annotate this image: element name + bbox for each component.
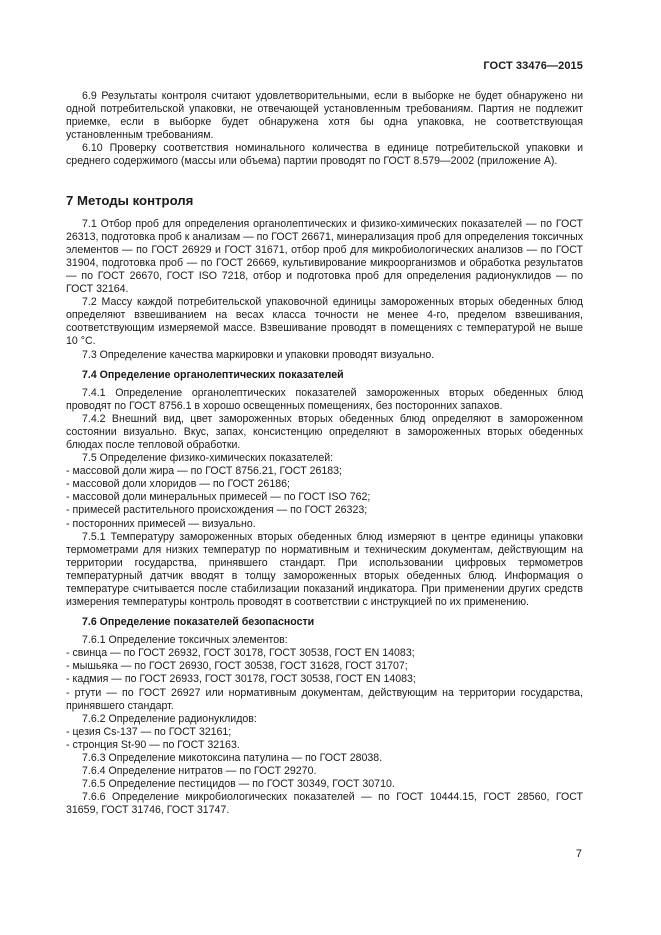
section-7-4-heading: 7.4 Определение органолептических показателей [82,368,344,381]
list-item: - ртути — по ГОСТ 26927 или нормативным документам, действующим на территории государства, принявшего стандарт. [66,686,583,712]
paragraph-7-5: 7.5 Определение физико-химических показателей: [82,452,334,465]
paragraph-7-6-3: 7.6.3 Определение микотоксина патулина — по ГОСТ 28038. [82,752,383,765]
paragraph-7-6-6: 7.6.6 Определение микробиологических показателей — по ГОСТ 10444.15, ГОСТ 28560, ГОСТ 31659, ГОСТ 31746, ГОСТ 31747. [66,791,583,817]
section-7-heading: 7 Методы контроля [66,192,194,208]
list-item: - примесей растительного происхождения — по ГОСТ 26323; [66,504,368,517]
list-item: - массовой доли жира — по ГОСТ 8756.21, ГОСТ 26183; [66,465,343,478]
paragraph-7-6-5: 7.6.5 Определение пестицидов — по ГОСТ 30349, ГОСТ 30710. [82,778,395,791]
paragraph-7-5-1: 7.5.1 Температуру замороженных вторых обеденных блюд измеряют в центре единицы упаковки термометрами для низких температур по нормативным и техническим документам, действующим на территории государства, принявшего стандарт. При использовании цифровых термометров температурный датчик вводят в толщу замороженных вторых обеденных блюд. Информация о температуре считывается после стабилизации показаний индикатора. При применении других средств измерения температуры контроль проводят в соответствии с инструкцией по их применению. [66,530,583,609]
list-item: - стронция St-90 — по ГОСТ 32163. [66,738,240,751]
paragraph-7-2: 7.2 Массу каждой потребительской упаковочной единицы замороженных вторых обеденных блюд определяют взвешиванием на весах класса точности не менее 4-го, пределом взвешивания, соответствующим измеряемой массе. Взвешивание проводят в помещениях с температурой не выше 10 °С. [66,296,583,348]
list-item: - массовой доли хлоридов — по ГОСТ 26186; [66,478,290,491]
paragraph-6-10: 6.10 Проверку соответствия номинального количества в единице потребительской упаковки и среднего содержимого (массы или объема) партии проводят по ГОСТ 8.579—2002 (приложение А). [66,142,583,168]
paragraph-7-6-4: 7.6.4 Определение нитратов — по ГОСТ 29270. [82,765,317,778]
paragraph-7-4-1: 7.4.1 Определение органолептических показателей замороженных вторых обеденных блюд проводят по ГОСТ 8756.1 в хорошо освещенных помещениях, без посторонних запахов. [66,386,583,412]
page-number: 7 [575,848,582,860]
list-item: - посторонних примесей — визуально. [66,517,256,530]
list-item: - массовой доли минеральных примесей — по ГОСТ ISO 762; [66,491,371,504]
list-item: - мышьяка — по ГОСТ 26930, ГОСТ 30538, ГОСТ 31628, ГОСТ 31707; [66,660,408,673]
page-content [66,90,583,818]
standard-header: ГОСТ 33476—2015 [483,60,583,72]
paragraph-7-4-2: 7.4.2 Внешний вид, цвет замороженных вторых обеденных блюд определяют в замороженном состоянии визуально. Вкус, запах, консистенцию определяют в замороженных вторых обеденных блюдах после тепловой обработки. [66,412,583,451]
paragraph-7-1: 7.1 Отбор проб для определения органолептических и физико-химических показателей — по ГОСТ 26313, подготовка проб к анализам — по ГОСТ 26671, минерализация проб для определения токсичных элементов — по ГОСТ 26929 и ГОСТ 31671, отбор проб для микробиологических анализов — по ГОСТ 31904, подготовка проб — по ГОСТ 26669, культивирование микроорганизмов и обработка результатов — по ГОСТ 26670, ГОСТ ISO 7218, отбор и подготовка проб для определения радионуклидов — по ГОСТ 32164. [66,217,583,296]
list-item: - кадмия — по ГОСТ 26933, ГОСТ 30178, ГОСТ 30538, ГОСТ EN 14083; [66,673,416,686]
paragraph-6-9: 6.9 Результаты контроля считают удовлетворительными, если в выборке не будет обнаружено ни одной потребительской упаковки, не отвечающей установленным требованиям. Партия не подлежит приемке, если в выборке будет обнаружена хотя бы одна упаковка, не соответствующая установленным требованиям. [66,90,583,142]
paragraph-7-6-2: 7.6.2 Определение радионуклидов: [82,712,257,725]
list-item: - свинца — по ГОСТ 26932, ГОСТ 30178, ГОСТ 30538, ГОСТ EN 14083; [66,647,415,660]
section-7-6-heading: 7.6 Определение показателей безопасности [82,616,315,629]
paragraph-7-6-1: 7.6.1 Определение токсичных элементов: [82,634,288,647]
paragraph-7-3: 7.3 Определение качества маркировки и упаковки проводят визуально. [82,348,435,361]
list-item: - цезия Cs-137 — по ГОСТ 32161; [66,725,232,738]
